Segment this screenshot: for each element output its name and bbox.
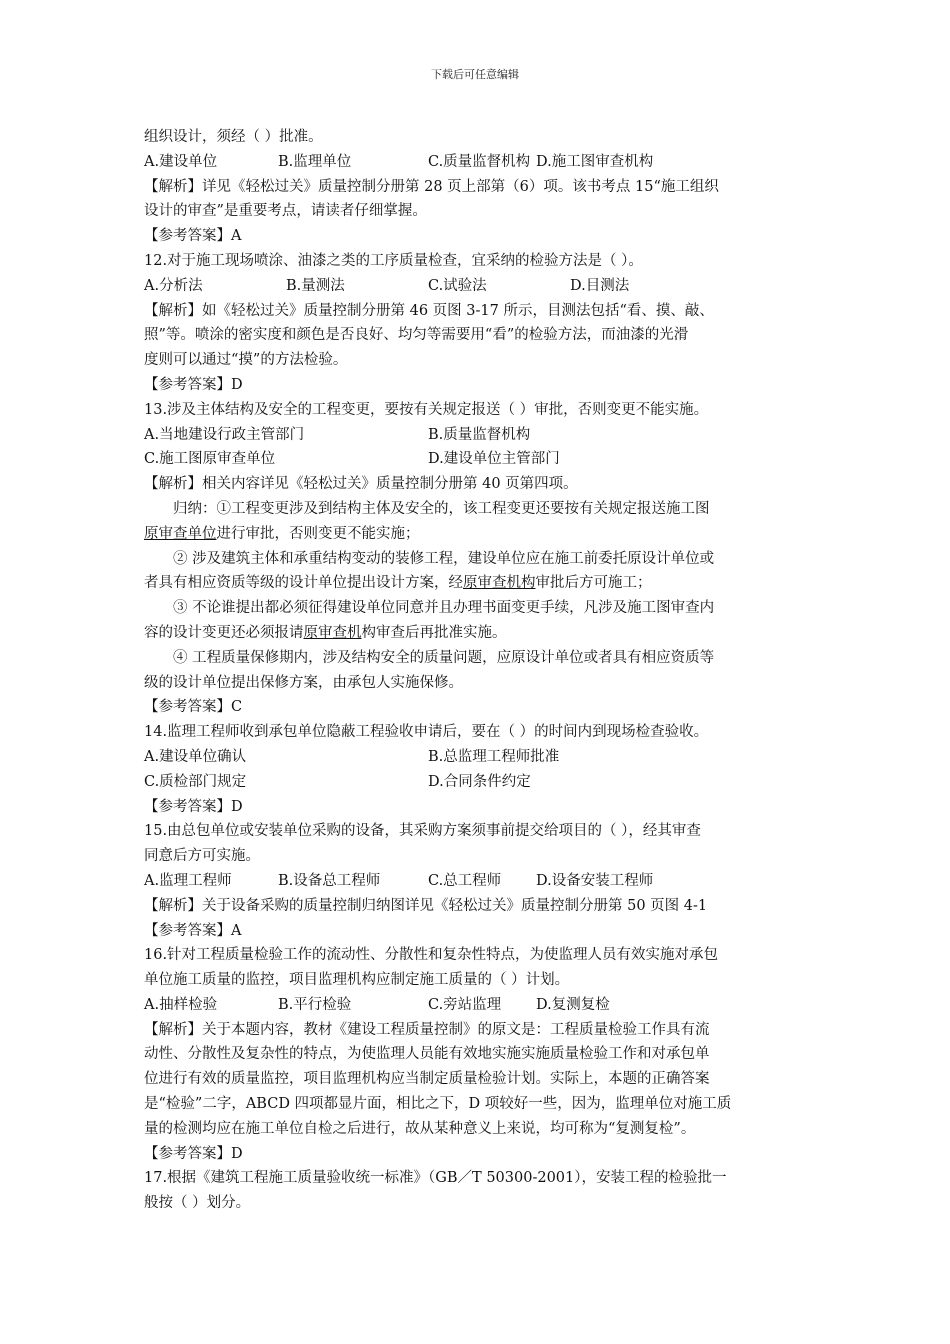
question-14-answer: 【参考答案】D [144, 798, 243, 815]
question-13-stem: 13.涉及主体结构及安全的工程变更，要按有关规定报送（ ）审批，否则变更不能实施。 [144, 401, 709, 418]
text: 审批后方可施工； [535, 575, 652, 592]
question-12-analysis-cont: 照”等。喷涂的密实度和颜色是否良好、均匀等需要用“看”的检验方法，而油漆的光滑 [144, 327, 689, 344]
summary-item-4: ④ 工程质量保修期内，涉及结构安全的质量问题，应原设计单位或者具有相应资质等 [173, 649, 715, 666]
option-b: B.质量监督机构 [428, 426, 531, 443]
option-d: D.建设单位主管部门 [428, 451, 560, 468]
question-14-stem: 14.监理工程师收到承包单位隐蔽工程验收申请后，要在（ ）的时间内到现场检查验收。 [144, 724, 709, 741]
question-15-stem-cont: 同意后方可实施。 [144, 848, 260, 865]
question-15-analysis: 【解析】关于设备采购的质量控制归纳图详见《轻松过关》质量控制分册第 50 页图 4-1 [144, 897, 708, 914]
text: 进行审批，否则变更不能实施； [216, 525, 420, 542]
question-16-analysis-cont: 位进行有效的质量监控，项目监理机构应当制定质量检验计划。实际上，本题的正确答案 [144, 1071, 710, 1088]
underlined-term: 原审查机构 [463, 575, 536, 592]
question-11-analysis-cont: 设计的审查”是重要考点，请读者仔细掌握。 [144, 203, 427, 220]
option-c: C.质量监督机构 [428, 153, 531, 170]
summary-item-3-cont [144, 621, 812, 646]
question-11-options [144, 150, 812, 175]
option-d: D.目测法 [570, 277, 630, 294]
option-c: C.旁站监理 [428, 996, 502, 1013]
document-body [144, 125, 812, 1216]
option-a: A.当地建设行政主管部门 [144, 426, 305, 443]
summary-item-2: ② 涉及建筑主体和承重结构变动的装修工程，建设单位应在施工前委托原设计单位或 [173, 550, 715, 567]
page-header: 下载后可任意编辑 [431, 68, 519, 81]
question-11-answer: 【参考答案】A [144, 228, 242, 245]
option-a: A.抽样检验 [144, 996, 218, 1013]
summary-item-3: ③ 不论谁提出都必须征得建设单位同意并且办理书面变更手续，凡涉及施工图审查内 [173, 600, 715, 617]
question-16-options [144, 993, 812, 1018]
option-d: D.设备安装工程师 [536, 872, 654, 889]
underlined-term: 原审查单位 [144, 525, 217, 542]
question-13-analysis: 【解析】相关内容详见《轻松过关》质量控制分册第 40 页第四项。 [144, 476, 578, 493]
option-d: D.施工图审查机构 [536, 153, 654, 170]
summary-item-4-cont: 级的设计单位提出保修方案，由承包人实施保修。 [144, 674, 463, 691]
question-15-stem: 15.由总包单位或安装单位采购的设备，其采购方案须事前提交给项目的（ ），经其审查 [144, 823, 701, 840]
summary-item-2-cont [144, 571, 812, 596]
summary-item-1-cont [144, 522, 812, 547]
option-c: C.总工程师 [428, 872, 502, 889]
question-17-stem-cont: 般按（ ）划分。 [144, 1195, 251, 1212]
option-c: C.施工图原审查单位 [144, 451, 276, 468]
question-17-stem: 17.根据《建筑工程施工质量验收统一标准》（GB／T 50300-2001），安装工程的检验批一 [144, 1170, 727, 1187]
question-13-options [144, 447, 812, 472]
question-14-options [144, 745, 812, 770]
question-15-options [144, 869, 812, 894]
question-16-analysis: 【解析】关于本题内容，教材《建设工程质量控制》的原文是：工程质量检验工作具有流 [144, 1021, 710, 1038]
question-16-analysis-cont: 动性、分散性及复杂性的特点，为使监理人员能有效地实施实施质量检验工作和对承包单 [144, 1046, 710, 1063]
text: 者具有相应资质等级的设计单位提出设计方案，经 [144, 575, 463, 592]
option-b: B.设备总工程师 [278, 872, 381, 889]
question-15-answer: 【参考答案】A [144, 922, 242, 939]
option-a: A.监理工程师 [144, 872, 232, 889]
option-b: B.总监理工程师批准 [428, 748, 560, 765]
question-12-analysis: 【解析】如《轻松过关》质量控制分册第 46 页图 3-17 所示，目测法包括“看、摸、敲、 [144, 302, 714, 319]
option-b: B.平行检验 [278, 996, 352, 1013]
question-12-options [144, 274, 812, 299]
text: 构审查后再批准实施。 [361, 624, 507, 641]
question-11-stem: 组织设计，须经（ ）批准。 [144, 129, 323, 145]
question-16-stem-cont: 单位施工质量的监控，项目监理机构应制定施工质量的（ ）计划。 [144, 972, 570, 989]
option-d: D.复测复检 [536, 996, 610, 1013]
question-12-answer: 【参考答案】D [144, 376, 243, 393]
option-d: D.合同条件约定 [428, 773, 531, 790]
option-c: C.质检部门规定 [144, 773, 247, 790]
option-a: A.建设单位确认 [144, 748, 247, 765]
question-13-options [144, 423, 812, 448]
question-16-stem: 16.针对工程质量检验工作的流动性、分散性和复杂性特点，为使监理人员有效实施对承包 [144, 947, 719, 964]
question-16-answer: 【参考答案】D [144, 1145, 243, 1162]
text: 容的设计变更还必须报请 [144, 624, 304, 641]
option-b: B.量测法 [286, 277, 345, 294]
question-11-analysis: 【解析】详见《轻松过关》质量控制分册第 28 页上部第（6）项。该书考点 15“施工组织 [144, 178, 719, 195]
question-16-analysis-cont: 量的检测均应在施工单位自检之后进行，故从某种意义上来说，均可称为“复测复检”。 [144, 1120, 696, 1137]
option-a: A.分析法 [144, 277, 203, 294]
option-a: A.建设单位 [144, 153, 218, 170]
summary-item-1: 归纳：①工程变更涉及到结构主体及安全的，该工程变更还要按有关规定报送施工图 [173, 500, 710, 517]
option-c: C.试验法 [428, 277, 487, 294]
question-12-analysis-cont: 度则可以通过“摸”的方法检验。 [144, 352, 348, 369]
question-12-stem: 12.对于施工现场喷涂、油漆之类的工序质量检查，宜采纳的检验方法是（ ）。 [144, 252, 643, 269]
underlined-term: 原审查机 [303, 624, 362, 641]
option-b: B.监理单位 [278, 153, 352, 170]
question-13-answer: 【参考答案】C [144, 699, 243, 716]
question-14-options [144, 770, 812, 795]
question-16-analysis-cont: 是“检验”二字，ABCD 四项都显片面，相比之下，D 项较好一些，因为，监理单位对施工质 [144, 1096, 732, 1113]
